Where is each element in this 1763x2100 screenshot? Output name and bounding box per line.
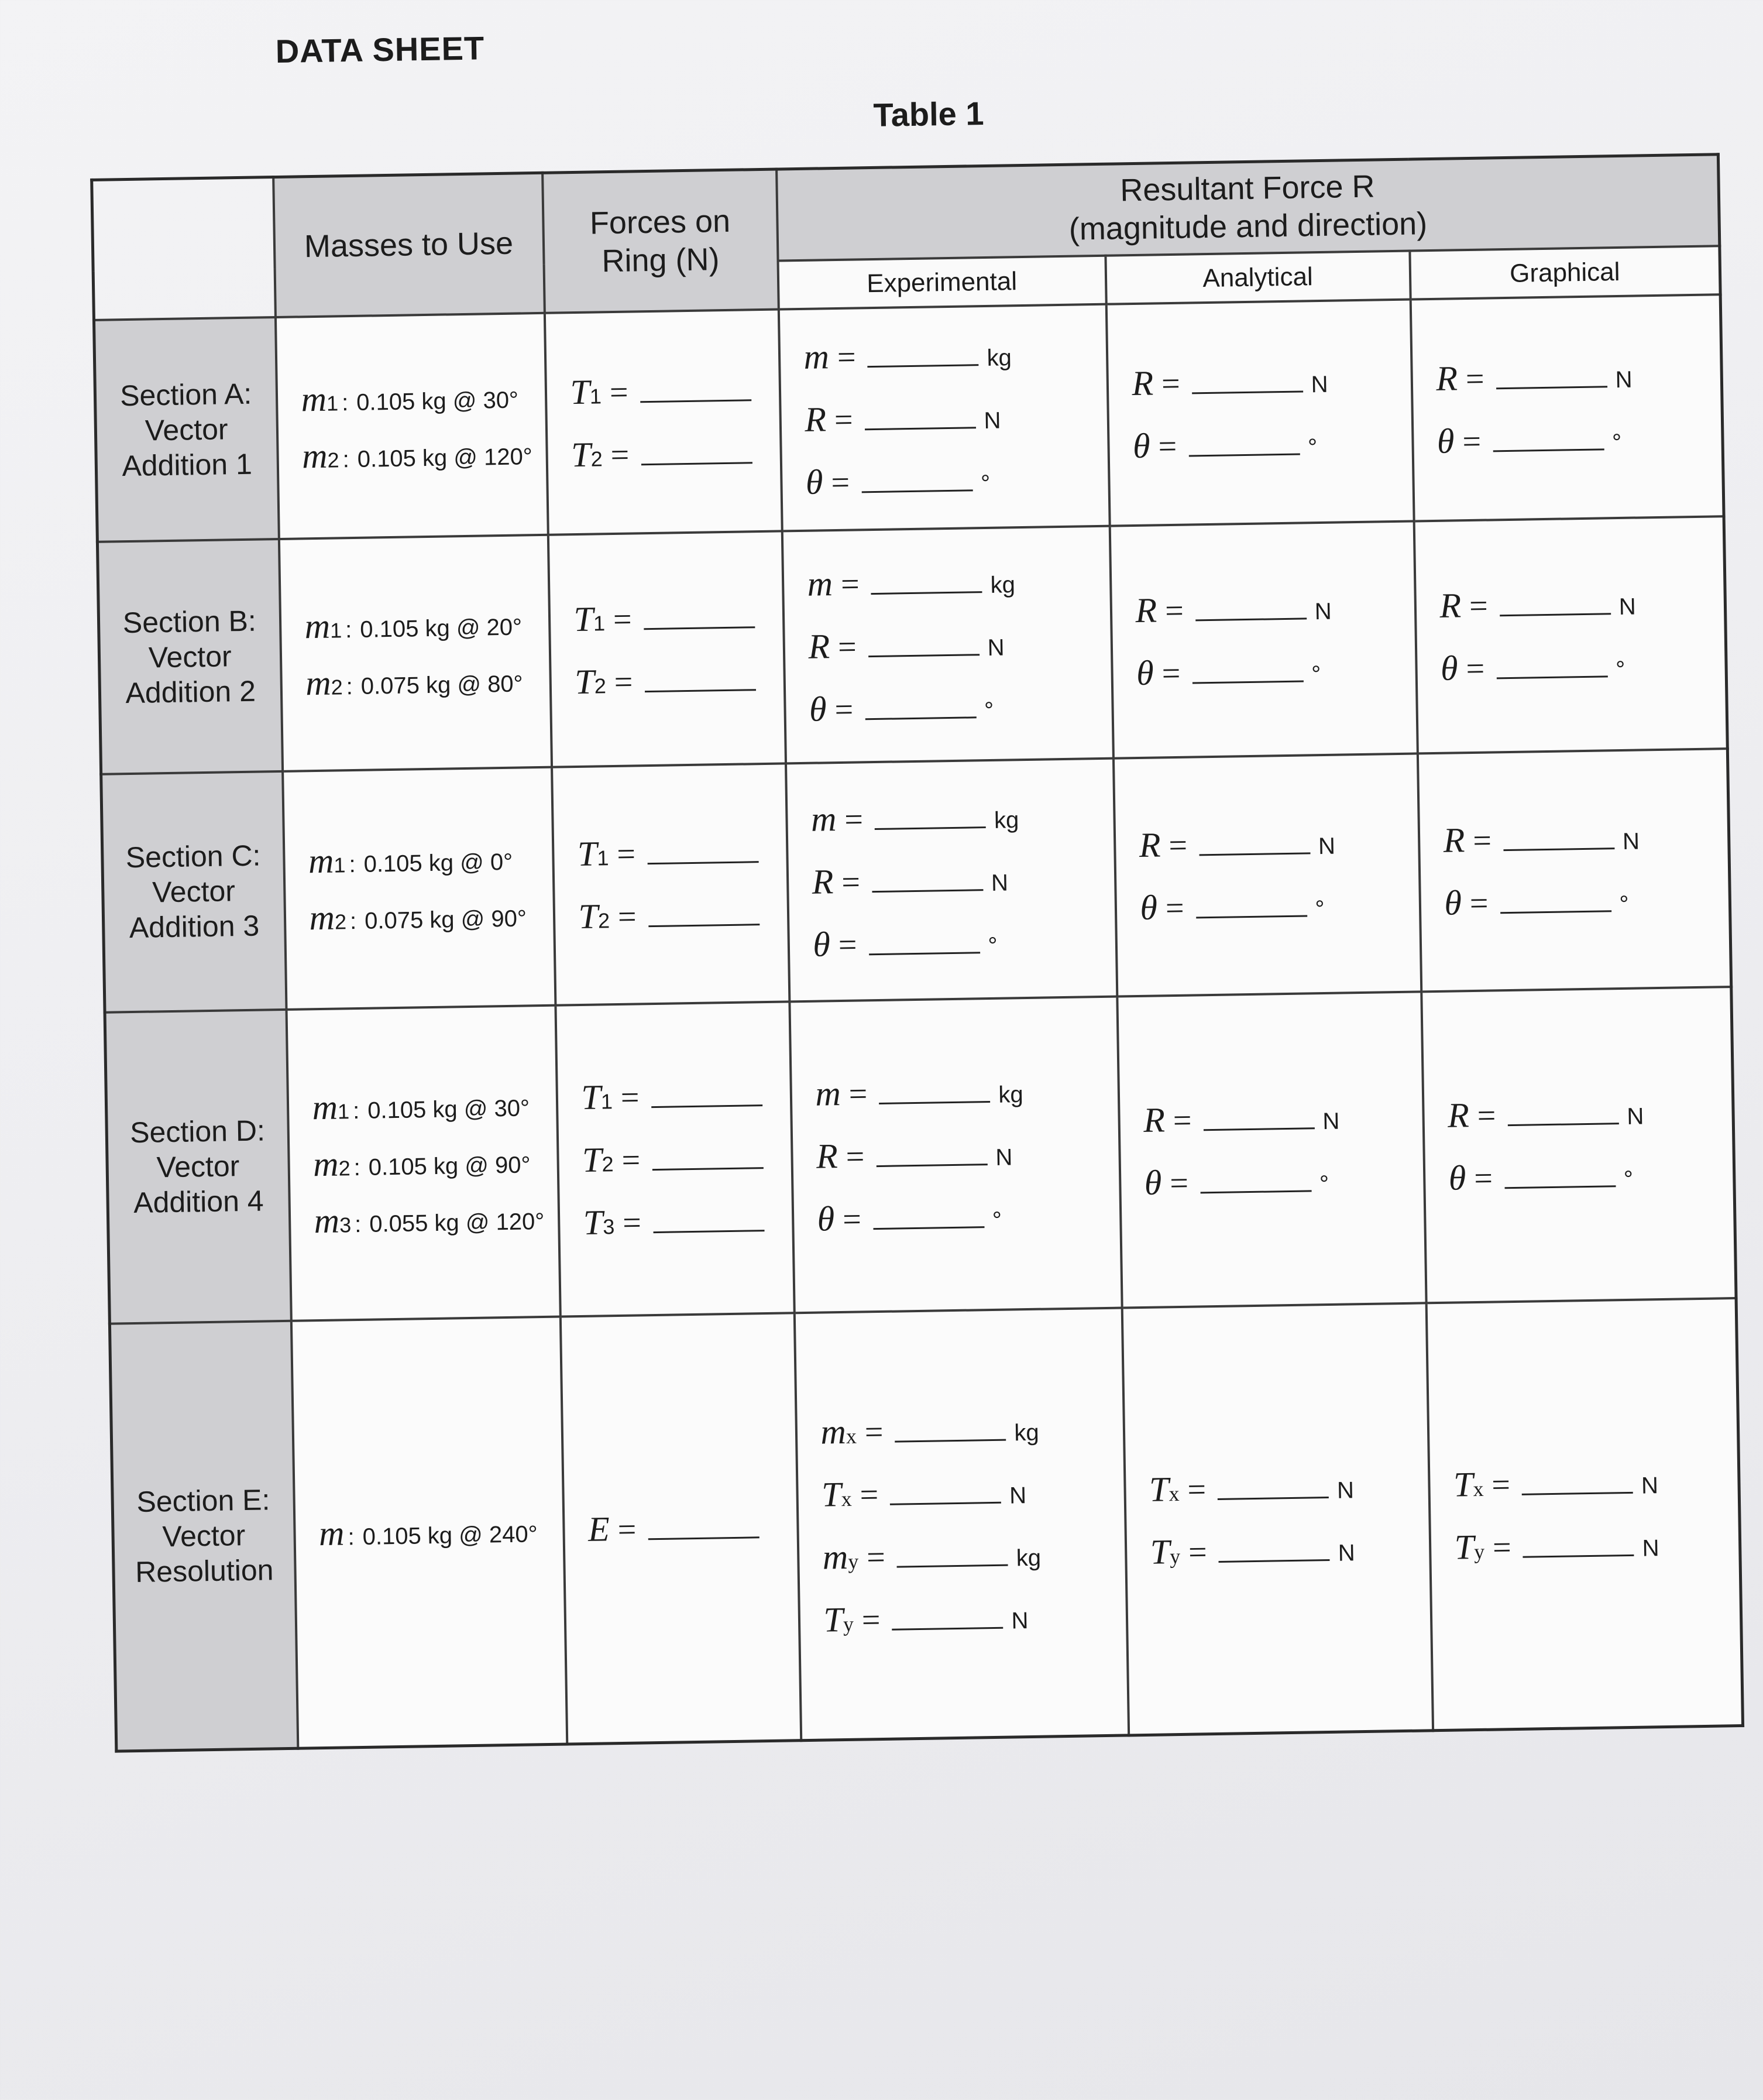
- table-title: Table 1: [873, 94, 984, 133]
- section-e-row: [109, 1298, 1743, 1751]
- section-e-analytical: T x = N T y = N: [1122, 1303, 1432, 1735]
- mass-1-value: 0.105 kg @ 30°: [356, 387, 519, 416]
- mass-2-value: 0.105 kg @ 90°: [368, 1152, 531, 1181]
- r-blank[interactable]: [1500, 612, 1611, 616]
- section-e-forces: E =: [560, 1313, 800, 1744]
- e-blank[interactable]: [648, 1536, 759, 1540]
- section-a-label: Section A: Vector Addition 1: [94, 318, 279, 543]
- t1-blank[interactable]: [644, 625, 755, 630]
- r-blank[interactable]: [1204, 1126, 1315, 1131]
- r-blank[interactable]: [865, 426, 976, 431]
- t2-blank[interactable]: [652, 1166, 763, 1171]
- section-c-forces: T 1 = T 2 =: [552, 763, 789, 1005]
- r-blank[interactable]: [872, 888, 983, 893]
- section-b-row: [97, 516, 1727, 774]
- section-c-masses: m 1 : 0.105 kg @ 0° m 2 : 0.075 kg @ 90°: [283, 767, 555, 1010]
- m-blank[interactable]: [879, 1100, 991, 1104]
- section-e-graphical: T x = N T y = N: [1426, 1298, 1743, 1731]
- section-c-experimental: m = kg R = N θ = °: [786, 758, 1117, 1001]
- table-1: [90, 153, 1744, 1752]
- analytical-header: Analytical: [1105, 251, 1410, 305]
- theta-blank[interactable]: [1192, 679, 1303, 684]
- section-a-experimental: m = kg R = N θ = °: [778, 304, 1109, 531]
- mass-1-value: 0.105 kg @ 20°: [359, 614, 523, 643]
- theta-blank[interactable]: [1200, 1189, 1311, 1193]
- mx-blank[interactable]: [895, 1438, 1006, 1443]
- ty-blank[interactable]: [892, 1626, 1003, 1631]
- section-b-label: Section B: Vector Addition 2: [97, 539, 282, 774]
- section-b-masses: m 1 : 0.105 kg @ 20° m 2 : 0.075 kg @ 80°: [279, 535, 551, 771]
- theta-blank[interactable]: [865, 715, 976, 720]
- mass-value: 0.105 kg @ 240°: [362, 1521, 538, 1550]
- t2-blank[interactable]: [644, 688, 755, 692]
- theta-blank[interactable]: [1504, 1184, 1616, 1189]
- section-b-graphical: R = N θ = °: [1414, 516, 1727, 753]
- t2-blank[interactable]: [641, 461, 752, 465]
- section-a-forces: T 1 = T 2 =: [544, 310, 782, 535]
- t3-blank[interactable]: [653, 1229, 764, 1233]
- section-d-label: Section D: Vector Addition 4: [105, 1010, 291, 1324]
- section-d-graphical: R = N θ = °: [1421, 987, 1736, 1303]
- data-sheet-title: DATA SHEET: [275, 29, 485, 70]
- section-a-analytical: R = N θ = °: [1106, 300, 1414, 526]
- data-sheet-page: [88, 0, 1763, 1779]
- section-d-forces: T 1 = T 2 = T 3 =: [555, 1001, 794, 1316]
- m-blank[interactable]: [871, 590, 982, 595]
- section-d-row: [105, 987, 1736, 1324]
- my-blank[interactable]: [897, 1563, 1008, 1568]
- theta-blank[interactable]: [873, 1226, 984, 1230]
- section-a-masses: m 1 : 0.105 kg @ 30° m 2 : 0.105 kg @ 120°: [275, 313, 548, 539]
- r-blank[interactable]: [1503, 846, 1614, 851]
- section-c-graphical: R = N θ = °: [1417, 749, 1731, 991]
- section-b-analytical: R = N θ = °: [1109, 521, 1417, 759]
- section-e-masses: m : 0.105 kg @ 240°: [291, 1317, 566, 1749]
- mass-1-value: 0.105 kg @ 0°: [363, 849, 513, 878]
- r-blank[interactable]: [1192, 389, 1303, 394]
- m-blank[interactable]: [875, 825, 986, 830]
- section-d-experimental: m = kg R = N θ = °: [789, 996, 1122, 1313]
- section-b-forces: T 1 = T 2 =: [548, 531, 785, 767]
- theta-blank[interactable]: [861, 489, 972, 493]
- theta-blank[interactable]: [1196, 914, 1307, 919]
- resultant-header: Resultant Force R (magnitude and direction): [776, 155, 1720, 261]
- graphical-header: Graphical: [1410, 246, 1720, 300]
- ty-blank[interactable]: [1523, 1553, 1634, 1558]
- r-blank[interactable]: [1199, 852, 1310, 856]
- masses-header: Masses to Use: [273, 173, 545, 317]
- theta-blank[interactable]: [869, 951, 980, 955]
- mass-2-value: 0.075 kg @ 90°: [364, 905, 527, 935]
- section-d-analytical: R = N θ = °: [1117, 991, 1426, 1308]
- r-blank[interactable]: [877, 1162, 988, 1167]
- t2-blank[interactable]: [648, 922, 760, 927]
- mass-3-value: 0.055 kg @ 120°: [369, 1209, 545, 1238]
- r-blank[interactable]: [868, 653, 980, 657]
- t1-blank[interactable]: [647, 860, 758, 864]
- theta-blank[interactable]: [1188, 452, 1300, 457]
- theta-blank[interactable]: [1496, 674, 1607, 679]
- m-blank[interactable]: [868, 363, 979, 368]
- tx-blank[interactable]: [1522, 1491, 1633, 1495]
- section-c-label: Section C: Vector Addition 3: [101, 771, 286, 1013]
- section-d-masses: m 1 : 0.105 kg @ 30° m 2 : 0.105 kg @ 90° m 3 : 0.055 kg @ 120°: [286, 1005, 560, 1320]
- mass-1-value: 0.105 kg @ 30°: [367, 1095, 530, 1124]
- forces-header: Forces on Ring (N): [542, 169, 779, 313]
- section-c-analytical: R = N θ = °: [1113, 753, 1421, 996]
- blank-corner: [92, 177, 276, 321]
- r-blank[interactable]: [1195, 616, 1307, 621]
- section-a-row: [94, 295, 1724, 542]
- section-c-row: [101, 749, 1731, 1013]
- theta-blank[interactable]: [1493, 447, 1604, 452]
- r-blank[interactable]: [1496, 385, 1607, 389]
- section-b-experimental: m = kg R = N θ = °: [782, 526, 1113, 763]
- section-a-graphical: R = N θ = °: [1410, 295, 1724, 521]
- tx-blank[interactable]: [890, 1501, 1001, 1505]
- theta-blank[interactable]: [1500, 910, 1611, 914]
- section-e-label: Section E: Vector Resolution: [109, 1321, 297, 1751]
- mass-2-value: 0.075 kg @ 80°: [360, 671, 523, 699]
- r-blank[interactable]: [1508, 1121, 1619, 1126]
- t1-blank[interactable]: [651, 1103, 762, 1108]
- section-e-experimental: m x = kg T x = N m y = kg T y = N: [794, 1308, 1128, 1740]
- ty-blank[interactable]: [1219, 1558, 1330, 1563]
- tx-blank[interactable]: [1218, 1495, 1329, 1500]
- experimental-header: Experimental: [778, 256, 1106, 310]
- t1-blank[interactable]: [640, 398, 751, 403]
- mass-2-value: 0.105 kg @ 120°: [357, 444, 533, 472]
